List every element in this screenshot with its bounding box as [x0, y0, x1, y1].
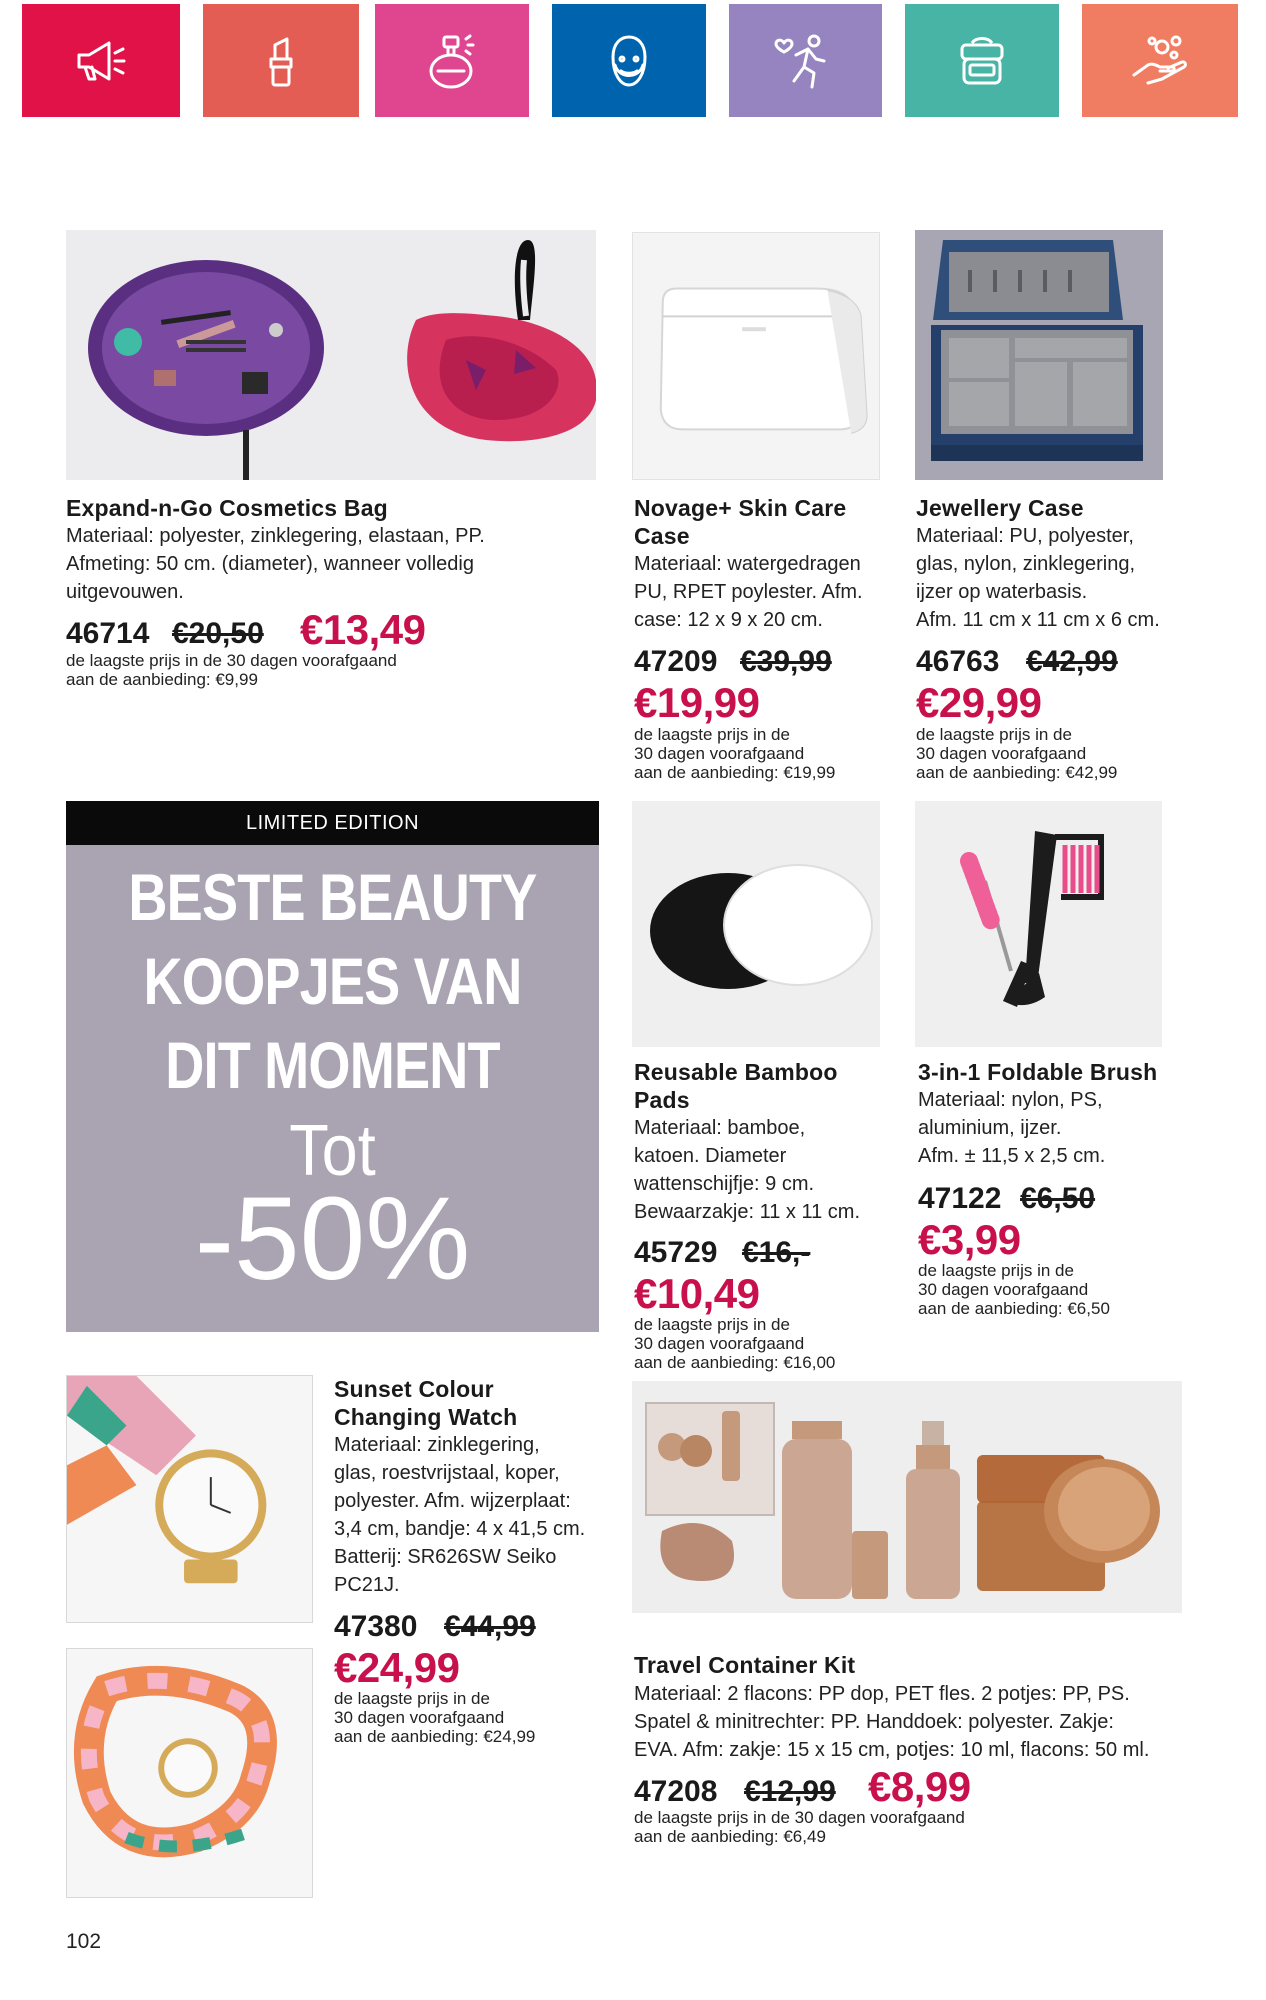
- bamboo-pads-price-note: [634, 1315, 835, 1372]
- travel-kit-old-price: €12,99: [744, 1775, 836, 1808]
- note-line: aan de aanbieding: €6,49: [634, 1827, 826, 1846]
- note-line: 30 dagen voorafgaand: [916, 744, 1087, 763]
- promo-tot: Tot: [289, 1111, 376, 1191]
- desc-line: Afmeting: 50 cm. (diameter), wanneer volledig: [66, 553, 474, 575]
- foldable-brush-image: [915, 801, 1162, 1047]
- hand-care-icon: [1128, 29, 1192, 93]
- desc-line: wattenschijfje: 9 cm.: [634, 1173, 815, 1195]
- category-tile-fragrance[interactable]: [375, 4, 529, 117]
- desc-line: PU, RPET poylester. Afm.: [634, 581, 863, 603]
- note-line: de laagste prijs in de: [634, 725, 790, 744]
- desc-line: Materiaal: 2 flacons: PP dop, PET fles. 2 potjes: PP, PS.: [634, 1683, 1130, 1705]
- note-line: 30 dagen voorafgaand: [918, 1280, 1089, 1299]
- travel-kit-title: Travel Container Kit: [634, 1652, 856, 1678]
- jewellery-case-price-note: [916, 725, 1117, 782]
- promo-headline-line-1: BESTE BEAUTY: [128, 860, 537, 934]
- bamboo-pads-desc: [634, 1114, 860, 1226]
- watch-image-1: [66, 1375, 313, 1623]
- desc-line: Materiaal: PU, polyester,: [916, 525, 1134, 547]
- category-tile-promotions[interactable]: [22, 4, 180, 117]
- bamboo-pads-new-price: €10,49: [634, 1270, 760, 1317]
- note-line: de laagste prijs in de: [918, 1261, 1074, 1280]
- expand-bag-new-price: €13,49: [300, 606, 426, 653]
- desc-line: polyester. Afm. wijzerplaat:: [334, 1490, 571, 1512]
- desc-line: uitgevouwen.: [66, 581, 184, 603]
- novage-case-title: [634, 494, 846, 550]
- promo-headline-line-3: DIT MOMENT: [165, 1028, 500, 1102]
- desc-line: ijzer op waterbasis.: [916, 581, 1088, 603]
- category-tile-bodycare[interactable]: [1082, 4, 1238, 117]
- note-line: aan de aanbieding: €6,50: [918, 1299, 1110, 1318]
- desc-line: katoen. Diameter: [634, 1145, 787, 1167]
- note-line: de laagste prijs in de: [334, 1689, 490, 1708]
- desc-line: case: 12 x 9 x 20 cm.: [634, 609, 823, 631]
- note-line: 30 dagen voorafgaand: [334, 1708, 505, 1727]
- foldable-brush-new-price: €3,99: [918, 1216, 1021, 1263]
- promo-banner: [66, 801, 599, 1332]
- desc-line: 3,4 cm, bandje: 4 x 41,5 cm.: [334, 1518, 586, 1540]
- category-tile-makeup[interactable]: [203, 4, 359, 117]
- expand-bag-price-note: [66, 651, 397, 689]
- perfume-icon: [420, 29, 484, 93]
- desc-line: Batterij: SR626SW Seiko: [334, 1546, 557, 1568]
- bamboo-pads-image: [632, 801, 880, 1047]
- note-line: aan de aanbieding: €16,00: [634, 1353, 836, 1372]
- desc-line: glas, roestvrijstaal, koper,: [334, 1462, 560, 1484]
- desc-line: EVA. Afm: zakje: 15 x 15 cm, potjes: 10 ml, flacons: 50 ml.: [634, 1739, 1150, 1761]
- travel-kit-desc: [634, 1680, 1149, 1764]
- travel-kit-image: [632, 1381, 1182, 1613]
- desc-line: Afm. ± 11,5 x 2,5 cm.: [918, 1145, 1106, 1167]
- sunset-watch-price-note: [334, 1689, 535, 1746]
- note-line: de laagste prijs in de 30 dagen voorafgaand: [634, 1808, 965, 1827]
- bamboo-pads-code: 45729: [634, 1236, 718, 1269]
- desc-line: aluminium, ijzer.: [918, 1117, 1062, 1139]
- desc-line: Materiaal: nylon, PS,: [918, 1089, 1103, 1111]
- cream-jar-icon: [950, 29, 1014, 93]
- expand-bag-image: [66, 230, 596, 480]
- jewellery-case-image: [915, 230, 1163, 480]
- note-line: de laagste prijs in de: [916, 725, 1072, 744]
- sunset-watch-old-price: €44,99: [444, 1610, 536, 1643]
- desc-line: glas, nylon, zinklegering,: [916, 553, 1136, 575]
- desc-line: Bewaarzakje: 11 x 11 cm.: [634, 1201, 861, 1223]
- desc-line: PC21J.: [334, 1574, 400, 1596]
- desc-line: Afm. 11 cm x 11 cm x 6 cm.: [916, 609, 1160, 631]
- foldable-brush-old-price: €6,50: [1020, 1182, 1096, 1215]
- jewellery-case-code: 46763: [916, 645, 1000, 678]
- bamboo-pads-old-price: €16,-: [742, 1236, 811, 1269]
- note-line: aan de aanbieding: €19,99: [634, 763, 836, 782]
- note-line: 30 dagen voorafgaand: [634, 744, 805, 763]
- foldable-brush-code: 47122: [918, 1182, 1002, 1215]
- megaphone-icon: [69, 29, 133, 93]
- jewellery-case-new-price: €29,99: [916, 679, 1042, 726]
- promo-headline-line-2: KOOPJES VAN: [143, 944, 522, 1018]
- note-line: 30 dagen voorafgaand: [634, 1334, 805, 1353]
- wellness-icon: [774, 29, 838, 93]
- novage-case-old-price: €39,99: [740, 645, 832, 678]
- note-line: aan de aanbieding: €24,99: [334, 1727, 536, 1746]
- sunset-watch-code: 47380: [334, 1610, 418, 1643]
- watch-image-2: [66, 1648, 313, 1898]
- desc-line: Spatel & minitrechter: PP. Handdoek: polyester. Zakje:: [634, 1711, 1114, 1733]
- foldable-brush-desc: [918, 1086, 1105, 1170]
- foldable-brush-title: 3-in-1 Foldable Brush: [918, 1059, 1158, 1085]
- title-line: Novage+ Skin Care: [634, 495, 847, 521]
- travel-kit-price-note: [634, 1808, 965, 1846]
- novage-case-image: [632, 232, 880, 480]
- expand-bag-desc: [66, 522, 485, 606]
- note-line: aan de aanbieding: €42,99: [916, 763, 1118, 782]
- sunset-watch-title: [334, 1375, 517, 1431]
- category-tile-men[interactable]: [552, 4, 706, 117]
- expand-bag-title: Expand-n-Go Cosmetics Bag: [66, 495, 388, 521]
- category-tile-skincare[interactable]: [905, 4, 1059, 117]
- sunset-watch-new-price: €24,99: [334, 1644, 460, 1691]
- limited-edition-badge: LIMITED EDITION: [66, 801, 599, 845]
- desc-line: Materiaal: zinklegering,: [334, 1434, 540, 1456]
- jewellery-case-old-price: €42,99: [1026, 645, 1118, 678]
- novage-case-new-price: €19,99: [634, 679, 760, 726]
- desc-line: Materiaal: bamboe,: [634, 1117, 806, 1139]
- lipstick-icon: [249, 29, 313, 93]
- title-line: Sunset Colour: [334, 1376, 494, 1402]
- title-line: Reusable Bamboo: [634, 1059, 838, 1085]
- sunset-watch-desc: [334, 1431, 585, 1599]
- category-tile-wellness[interactable]: [729, 4, 882, 117]
- novage-case-price-note: [634, 725, 835, 782]
- expand-bag-code: 46714: [66, 617, 150, 650]
- title-line: Changing Watch: [334, 1404, 518, 1430]
- foldable-brush-price-note: [918, 1261, 1110, 1318]
- page-number: 102: [66, 1930, 102, 1953]
- novage-case-desc: [634, 550, 863, 634]
- travel-kit-code: 47208: [634, 1775, 718, 1808]
- note-line: aan de aanbieding: €9,99: [66, 670, 258, 689]
- jewellery-case-desc: [916, 522, 1160, 634]
- desc-line: Materiaal: polyester, zinklegering, elastaan, PP.: [66, 525, 485, 547]
- jewellery-case-title: Jewellery Case: [916, 495, 1084, 521]
- title-line: Case: [634, 523, 690, 549]
- bamboo-pads-title: [634, 1058, 838, 1114]
- note-line: de laagste prijs in de: [634, 1315, 790, 1334]
- expand-bag-old-price: €20,50: [172, 617, 264, 650]
- novage-case-code: 47209: [634, 645, 718, 678]
- man-face-icon: [597, 29, 661, 93]
- desc-line: Materiaal: watergedragen: [634, 553, 861, 575]
- travel-kit-new-price: €8,99: [868, 1763, 971, 1810]
- title-line: Pads: [634, 1087, 690, 1113]
- promo-percent: -50%: [194, 1173, 471, 1305]
- note-line: de laagste prijs in de 30 dagen voorafgaand: [66, 651, 397, 670]
